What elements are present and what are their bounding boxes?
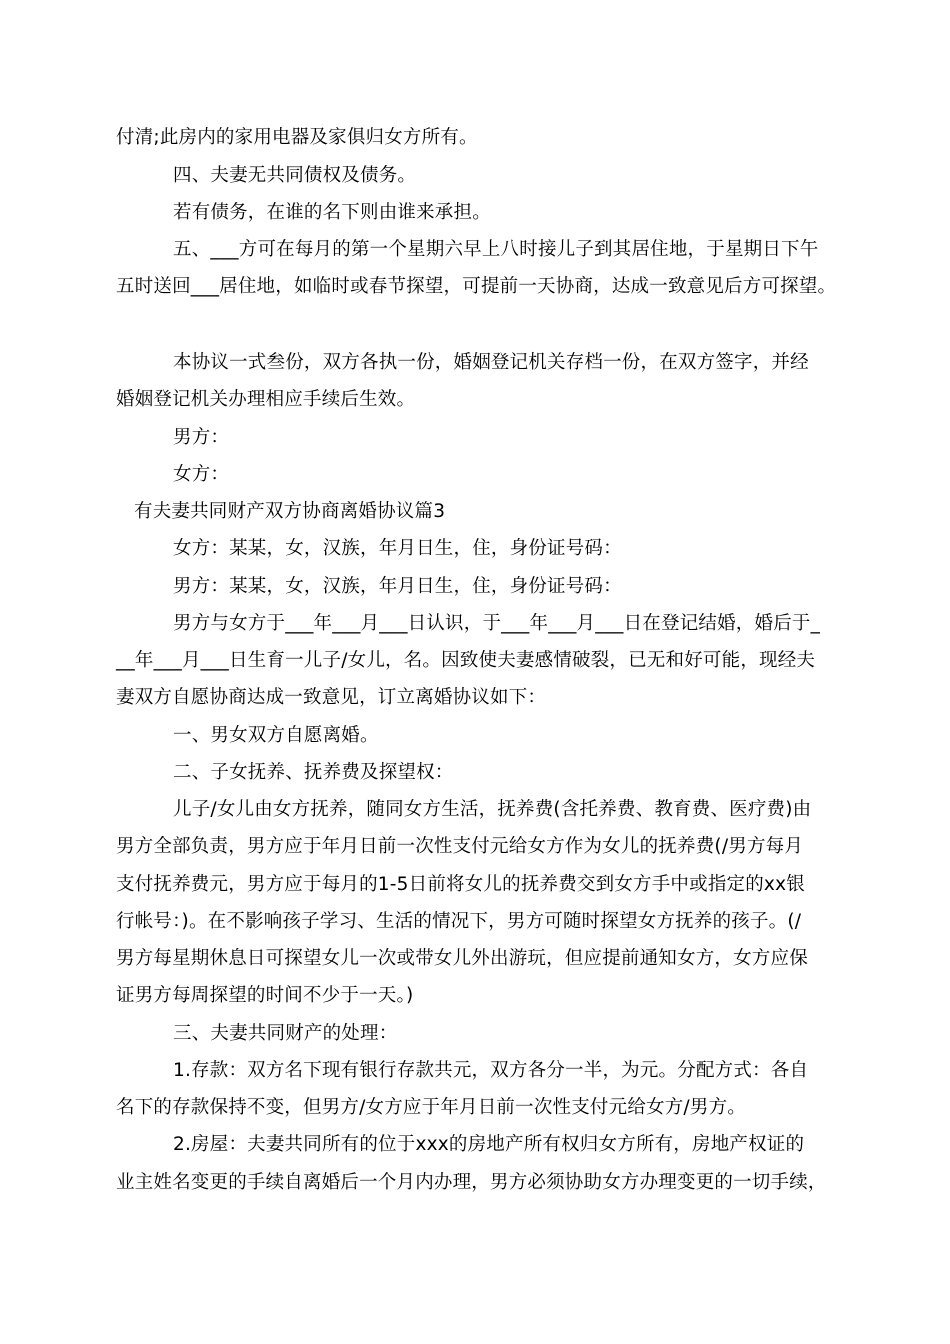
section-title: 有夫妻共同财产双方协商离婚协议篇3 xyxy=(134,501,446,522)
item-house: 2.房屋：夫妻共同所有的位于xxx的房地产所有权归女方所有，房地产权证的 xyxy=(173,1134,805,1155)
text-line: 婚姻登记机关办理相应手续后生效。 xyxy=(116,389,416,410)
text-line: 业主姓名变更的手续自离婚后一个月内办理，男方必须协助女方办理变更的一切手续， xyxy=(116,1172,827,1193)
text-line: 若有债务，在谁的名下则由谁来承担。 xyxy=(173,202,491,223)
item-deposit: 1.存款：双方名下现有银行存款共元，双方各分一半，为元。分配方式：各自 xyxy=(173,1060,809,1081)
party-male: 男方：某某，女，汉族，年月日生，住，身份证号码： xyxy=(173,576,622,597)
party-female: 女方：某某，女，汉族，年月日生，住，身份证号码： xyxy=(173,538,622,559)
text-line: 付清;此房内的家用电器及家俱归女方所有。 xyxy=(116,127,478,148)
signature-female: 女方： xyxy=(173,464,230,485)
clause-five: 五、___方可在每月的第一个星期六早上八时接儿子到其居住地，于星期日下午 xyxy=(173,239,819,260)
clause-four: 四、夫妻无共同债权及债务。 xyxy=(173,165,417,186)
clause-three: 三、夫妻共同财产的处理： xyxy=(173,1023,398,1044)
text-line: 妻双方自愿协商达成一致意见，订立离婚协议如下： xyxy=(116,687,547,708)
clause-two: 二、子女抚养、抚养费及探望权： xyxy=(173,762,454,783)
signature-male: 男方： xyxy=(173,427,230,448)
text-line: __年___月___日生育一儿子/女儿，名。因致使夫妻感情破裂，已无和好可能，现经夫 xyxy=(116,650,816,671)
text-line: 男方每星期休息日可探望女儿一次或带女儿外出游玩，但应提前通知女方，女方应保 xyxy=(116,948,808,969)
text-line: 支付抚养费元，男方应于每月的1-5日前将女儿的抚养费交到女方手中或指定的xx银 xyxy=(116,874,805,895)
text-line: 男方全部负责，男方应于年月日前一次性支付元给女方作为女儿的抚养费(/男方每月 xyxy=(116,836,804,857)
text-line: 行帐号：)。在不影响孩子学习、生活的情况下，男方可随时探望女方抚养的孩子。(/ xyxy=(116,911,802,932)
text-line: 本协议一式叁份，双方各执一份，婚姻登记机关存档一份，在双方签字，并经 xyxy=(173,352,809,373)
text-line: 男方与女方于___年___月___日认识，于___年___月___日在登记结婚，婚后于_ xyxy=(173,613,821,634)
text-line: 儿子/女儿由女方抚养，随同女方生活，抚养费(含托养费、教育费、医疗费)由 xyxy=(173,799,812,820)
clause-one: 一、男女双方自愿离婚。 xyxy=(173,725,379,746)
text-line: 名下的存款保持不变，但男方/女方应于年月日前一次性支付元给女方/男方。 xyxy=(116,1097,746,1118)
text-line: 五时送回___居住地，如临时或春节探望，可提前一天协商，达成一致意见后方可探望。 xyxy=(116,276,837,297)
text-line: 证男方每周探望的时间不少于一天。) xyxy=(116,985,414,1006)
